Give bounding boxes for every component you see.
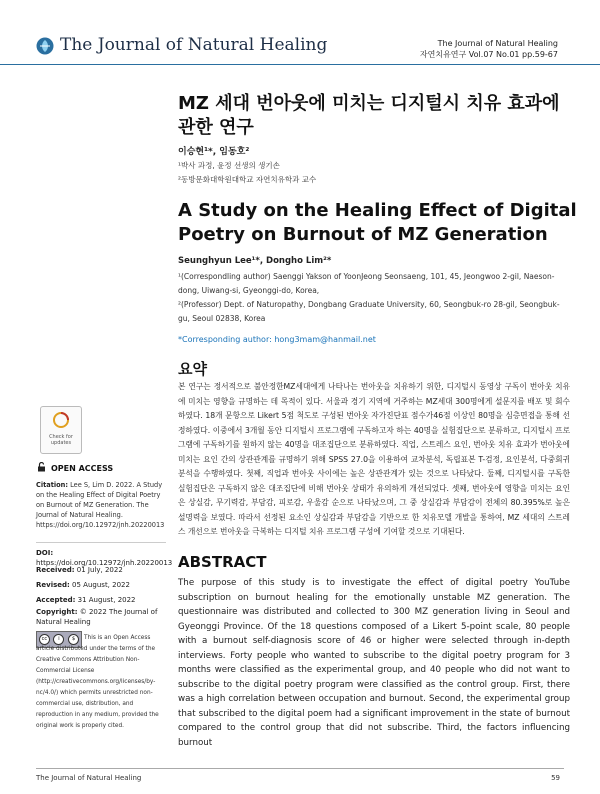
english-title: A Study on the Healing Effect of Digital Poetry on Burnout of MZ Generation	[178, 200, 577, 245]
citation-label: Citation:	[36, 481, 68, 489]
badge-line: updates	[50, 440, 72, 446]
sidebar-divider	[36, 542, 166, 543]
badge-text	[41, 434, 81, 446]
doi-link[interactable]: https://doi.org/10.12972/jnh.20220013	[36, 559, 173, 567]
open-access-text: OPEN ACCESS	[51, 464, 114, 473]
korean-abstract-heading: 요약	[178, 360, 207, 378]
journal-issue-info	[420, 38, 558, 60]
revised-label: Revised:	[36, 581, 70, 589]
journal-title: The Journal of Natural Healing	[60, 35, 328, 55]
english-authors: Seunghyun Lee¹*, Dongho Lim²*	[178, 256, 332, 266]
revised-value: 05 August, 2022	[69, 581, 130, 589]
english-affiliations	[178, 270, 568, 326]
header-rule	[0, 64, 600, 65]
english-abstract: The purpose of this study is to investigate the effect of digital poetry YouTube subscription on burnout healing for the emotionally unstable MZ generation. The questionnaire was distributed and collected to 300 MZ generation living in Seoul and Gyeonggi Province. Of the 18 questions composed of a Likert 5-point scale, 80 people with a burnout self-diagnosis score of 46 or higher were selected through in-depth interviews. Forty people who wanted to subscribe to the digital poetry program for 3 months were classified as the experimental group, and 40 people who did not want to subscribe to the digital poetry program were classified as the control group. First, there was a high correlation between occupation and burnout. Second, the experimental group that subscribed to the digital poem had a significant improvement in the state of burnout compared to the control group that did not subscribe. Third, the factors influencing burnout	[178, 578, 570, 748]
korean-abstract: 본 연구는 정서적으로 불안정한MZ세대에게 나타나는 번아웃을 치유하기 위한, 디지털시 동영상 구독이 번아웃 치유에 미치는 영향을 규명하는 데 목적이 있다. 서울과 경기 지역에 거주하는 MZ세대 300명에게 설문지를 배포 및 회수하였다. 18개 문항으로 Likert 5점 척도로 구성된 번아웃 자가진단표 점수가46점 이상인 80명을 심층면접을 통해 선정하였다. 이중에서 3개월 동안 디지털시 프로그램에 구독하고자 하는 40명을 실험집단으로 분류하고, 디지털시 프로그램에 구독하기를 원하지 않는 40명을 대조집단으로 분류하였다. 직업, 스트레스 요인, 번아웃 치유 효과가 번아웃에 미치는 요인 간의 상관관계를 규명하기 위해 SPSS 27.0을 이용하여 교차분석, 독립표본 T-검정, 요인분석, 다중회귀분석을 수행하였다. 첫째, 직업과 번아웃 사이에는 높은 상관관계가 있는 것으로 나타났다. 둘째, 디지털시를 구독한 실험집단은 구독하지 않은 대조집단에 비해 번아웃 상태가 유의하게 개선되었다. 셋째, 번아웃에 영향을 미치는 요인은 상실감, 무기력감, 부담감, 피로감, 우울감 순으로 나타났으며, 그 중 상실감과 부담감이 전체의 80.395%로 높은 설명력을 보였다. 따라서 선정된 요소인 상실감과 부담감을 기반으로 한 치유모델 개발을 통하여, MZ 세대의 스트레스 개선으로 번아웃을 극복하는 디지털 치유 프로그램 구성에 기여할 것으로 기대된다.	[178, 382, 570, 536]
cc-icon: cc	[39, 634, 50, 645]
english-affiliation: ²(Professor) Dept. of Naturopathy, Dongbang Graduate University, 60, Seongbuk-ro 28-gil, Seongbuk-gu, Seoul 02838, Korea	[178, 300, 560, 323]
received-value: 01 July, 2022	[74, 566, 123, 574]
copyright	[36, 607, 166, 627]
citation	[36, 480, 166, 530]
open-lock-icon	[37, 462, 47, 472]
footer-rule	[36, 768, 564, 769]
open-access-label	[37, 462, 113, 473]
korean-affiliation: ²동방문화대학원대학교 자연치유학과 교수	[178, 175, 317, 184]
journal-name-small: The Journal of Natural Healing	[437, 39, 558, 48]
corresponding-author-email[interactable]: *Corresponding author: hong3mam@hanmail.net	[178, 335, 376, 344]
received-label: Received:	[36, 566, 75, 574]
korean-affiliations	[178, 159, 316, 187]
accepted-value: 31 August, 2022	[75, 596, 136, 604]
footer-journal: The Journal of Natural Healing	[36, 774, 142, 782]
volume-pages: 자연치유연구 Vol.07 No.01 pp.59-67	[419, 50, 558, 59]
copyright-value: © 2022 The Journal of Natural Healing	[36, 608, 158, 626]
received-date	[36, 565, 166, 575]
korean-affiliation: ¹박사 과정, 윤정 선생의 생기손	[178, 161, 280, 170]
by-icon: i	[53, 634, 64, 645]
refresh-icon	[52, 411, 70, 429]
nc-icon: $	[68, 634, 79, 645]
doi-label: DOI:	[36, 549, 54, 557]
accepted-label: Accepted:	[36, 596, 76, 604]
citation-text: Lee S, Lim D. 2022. A Study on the Healing Effect of Digital Poetry on Burnout of MZ Generation. The Journal of Natural Healing. https://doi.org/10.12972/jnh.20220013	[36, 481, 165, 529]
journal-logo-icon	[36, 37, 54, 55]
korean-authors: 이승현¹*, 임동호²	[178, 147, 250, 157]
badge-line: Check for	[49, 434, 73, 440]
english-affiliation: ¹(Correspondling author) Saenggi Yakson of YoonJeong Seonsaeng, 101, 45, Jeongwoo 2-gil, Naeson-dong, Uiwang-si, Gyeonggi-do, Korea,	[178, 272, 555, 295]
license-text: This is an Open Access article distributed under the terms of the Creative Commons Attribution Non-Commercial License (http://creativecommons.org/licenses/by-nc/4.0/) which permits unrestricted non-commercial use, distribution, and reproduction in any medium, provided the original work is properly cited.	[36, 635, 159, 729]
copyright-label: Copyright:	[36, 608, 78, 616]
page-number: 59	[551, 774, 560, 782]
check-for-updates-badge[interactable]	[40, 406, 82, 454]
accepted-date	[36, 595, 166, 605]
english-abstract-heading: ABSTRACT	[178, 553, 267, 571]
korean-title: MZ 세대 번아웃에 미치는 디지털시 치유 효과에 관한 연구	[178, 93, 560, 138]
revised-date	[36, 580, 166, 590]
